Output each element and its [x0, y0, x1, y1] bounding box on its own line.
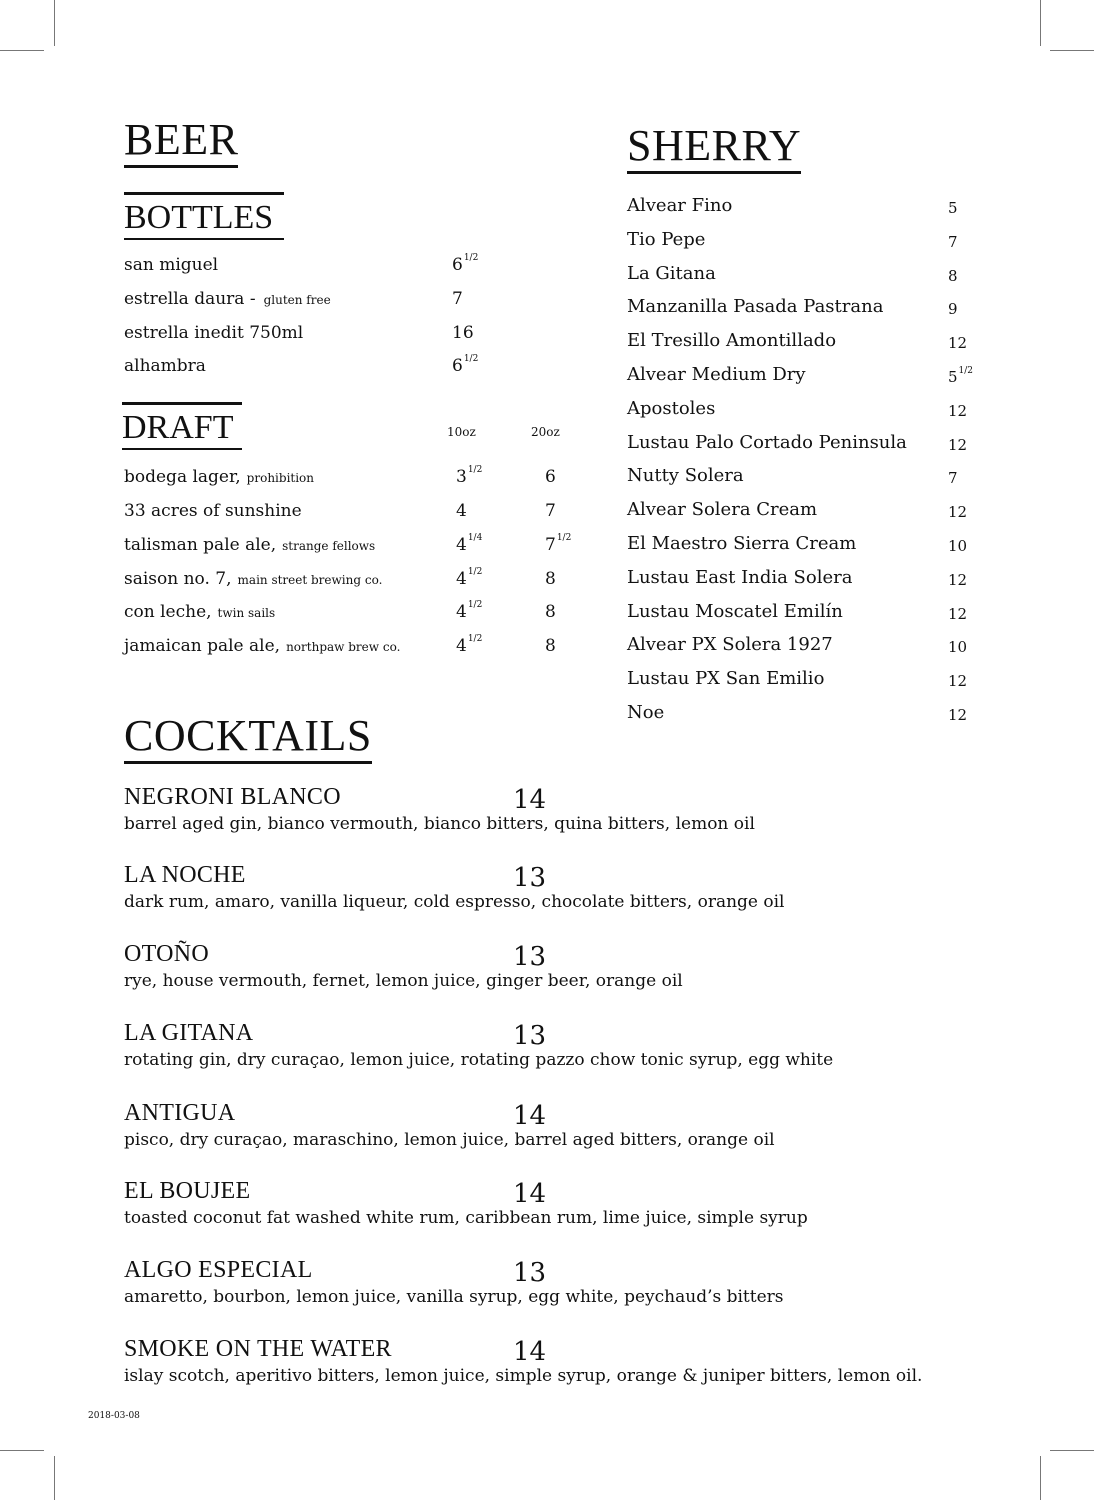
- draft-price-10oz-value: 3: [456, 467, 467, 487]
- menu-date: 2018-03-08: [88, 1411, 140, 1421]
- draft-name: [124, 602, 275, 622]
- sherry-price: [948, 503, 967, 521]
- draft-name-text: bodega lager,: [124, 467, 241, 487]
- cocktail-name: ALGO ESPECIAL: [124, 1257, 313, 1283]
- draft-note: twin sails: [217, 606, 276, 620]
- bottles-heading: BOTTLES: [124, 192, 284, 240]
- sherry-price-value: 9: [948, 300, 958, 319]
- sherry-price: [948, 436, 967, 454]
- sherry-name: Nutty Solera: [627, 465, 744, 487]
- draft-price-10oz-fraction: 1/2: [467, 465, 483, 475]
- sherry-name: Alvear Medium Dry: [627, 364, 806, 385]
- draft-name-text: 33 acres of sunshine: [124, 501, 302, 521]
- crop-mark: [54, 1456, 55, 1500]
- beer-heading: BEER: [124, 118, 238, 168]
- draft-price-10oz-value: 4: [456, 501, 467, 521]
- draft-price-20oz-fraction: 1/2: [556, 533, 572, 543]
- crop-mark: [0, 1450, 44, 1451]
- draft-name-text: talisman pale ale,: [124, 535, 277, 555]
- crop-mark: [0, 50, 44, 51]
- draft-price-20oz: [545, 602, 556, 622]
- cocktail-price: 14: [513, 1179, 547, 1209]
- bottle-price-value: 6: [452, 356, 463, 376]
- cocktail-description: barrel aged gin, bianco vermouth, bianco bitters, quina bitters, lemon oil: [124, 814, 755, 834]
- cocktail-price: 13: [513, 942, 547, 972]
- sherry-price-value: 10: [948, 537, 968, 555]
- draft-name-text: con leche,: [124, 602, 212, 622]
- draft-price-10oz: [456, 501, 467, 521]
- sherry-price-value: 12: [948, 435, 968, 454]
- cocktail-description: amaretto, bourbon, lemon juice, vanilla syrup, egg white, peychaud’s bitters: [124, 1287, 784, 1307]
- draft-price-10oz-fraction: 1/2: [467, 567, 483, 577]
- draft-col-20oz: 20oz: [531, 425, 560, 439]
- cocktail-description: toasted coconut fat washed white rum, caribbean rum, lime juice, simple syrup: [124, 1208, 808, 1228]
- bottle-name: [124, 356, 206, 376]
- draft-note: prohibition: [246, 471, 315, 485]
- bottle-note: gluten free: [263, 293, 331, 307]
- sherry-name: Alvear PX Solera 1927: [627, 634, 833, 656]
- sherry-price: [948, 267, 958, 285]
- draft-price-20oz-value: 8: [545, 569, 556, 589]
- draft-note: strange fellows: [282, 539, 376, 553]
- sherry-heading: SHERRY: [627, 124, 801, 174]
- cocktail-price: 14: [513, 1101, 547, 1131]
- bottle-name: [124, 323, 303, 343]
- bottle-price: [452, 255, 478, 275]
- draft-price-10oz-fraction: 1/2: [467, 634, 483, 644]
- bottle-price-fraction: 1/2: [463, 354, 479, 364]
- sherry-name: Lustau Moscatel Emilín: [627, 600, 843, 622]
- sherry-price: [948, 199, 958, 217]
- cocktail-description: rye, house vermouth, fernet, lemon juice, ginger beer, orange oil: [124, 971, 683, 991]
- bottle-name: [124, 289, 331, 309]
- cocktail-description: islay scotch, aperitivo bitters, lemon juice, simple syrup, orange & juniper bitters, lemon oil.: [124, 1366, 923, 1386]
- sherry-name: Lustau Palo Cortado Peninsula: [627, 431, 907, 453]
- draft-price-20oz-value: 8: [545, 602, 556, 622]
- sherry-price-value: 12: [948, 334, 968, 353]
- draft-price-10oz: [456, 535, 482, 555]
- bottle-name-text: estrella inedit 750ml: [124, 323, 304, 343]
- cocktail-description: dark rum, amaro, vanilla liqueur, cold espresso, chocolate bitters, orange oil: [124, 892, 785, 912]
- sherry-name: Alvear Solera Cream: [627, 499, 818, 521]
- sherry-name: Tio Pepe: [627, 228, 706, 250]
- draft-price-10oz-fraction: 1/2: [467, 600, 483, 610]
- crop-mark: [1040, 1456, 1041, 1500]
- sherry-name: Lustau East India Solera: [627, 566, 853, 588]
- sherry-price-value: 10: [948, 638, 968, 657]
- draft-price-10oz: [456, 467, 482, 487]
- sherry-price-value: 7: [948, 469, 958, 488]
- draft-price-10oz: [456, 602, 482, 622]
- draft-name: [124, 535, 375, 555]
- draft-name: [124, 569, 382, 589]
- draft-price-10oz: [456, 636, 482, 656]
- cocktail-name: LA NOCHE: [124, 862, 246, 888]
- draft-price-20oz-value: 7: [545, 535, 556, 555]
- cocktail-name: LA GITANA: [124, 1020, 254, 1046]
- sherry-price-value: 12: [948, 706, 968, 724]
- sherry-name: Alvear Fino: [627, 195, 733, 216]
- sherry-price-value: 12: [948, 401, 968, 420]
- cocktail-name: EL BOUJEE: [124, 1178, 251, 1204]
- sherry-name: La Gitana: [627, 262, 716, 284]
- bottle-price-fraction: 1/2: [463, 253, 479, 263]
- crop-mark: [1040, 0, 1041, 46]
- sherry-price-value: 12: [948, 570, 968, 589]
- sherry-price-fraction: 1/2: [958, 366, 974, 376]
- cocktail-price: 13: [513, 1258, 547, 1288]
- draft-price-20oz: [545, 569, 556, 589]
- sherry-price-value: 5: [948, 199, 958, 217]
- draft-name: [124, 501, 302, 521]
- bottle-price-value: 6: [452, 255, 463, 275]
- sherry-price-value: 8: [948, 266, 958, 285]
- draft-price-10oz-value: 4: [456, 602, 467, 622]
- sherry-price-value: 12: [948, 503, 968, 522]
- sherry-name: Apostoles: [627, 397, 716, 419]
- bottle-price-value: 16: [452, 323, 474, 343]
- draft-name-text: saison no. 7,: [124, 569, 232, 589]
- draft-price-10oz-value: 4: [456, 535, 467, 555]
- sherry-price: [948, 469, 958, 487]
- sherry-price: [948, 233, 958, 251]
- bottle-name: [124, 255, 218, 275]
- draft-name: [124, 467, 314, 487]
- sherry-price-value: 5: [948, 368, 958, 386]
- sherry-price: [948, 537, 967, 555]
- cocktail-price: 13: [513, 1021, 547, 1051]
- draft-name: [124, 636, 400, 656]
- cocktail-description: rotating gin, dry curaçao, lemon juice, rotating pazzo chow tonic syrup, egg white: [124, 1050, 834, 1070]
- draft-price-10oz-value: 4: [456, 636, 467, 656]
- bottle-price: [452, 356, 478, 376]
- sherry-name: Lustau PX San Emilio: [627, 668, 825, 690]
- sherry-price: [948, 300, 958, 318]
- draft-price-20oz: [545, 636, 556, 656]
- draft-price-10oz-value: 4: [456, 569, 467, 589]
- crop-mark: [1050, 50, 1094, 51]
- draft-price-20oz-value: 6: [545, 467, 556, 487]
- cocktail-description: pisco, dry curaçao, maraschino, lemon juice, barrel aged bitters, orange oil: [124, 1130, 775, 1150]
- draft-price-20oz: [545, 535, 571, 555]
- sherry-price: [948, 402, 967, 420]
- bottle-price-value: 7: [452, 289, 463, 309]
- sherry-price: [948, 571, 967, 589]
- crop-mark: [1050, 1450, 1094, 1451]
- sherry-name: Noe: [627, 702, 665, 723]
- cocktail-price: 13: [513, 863, 547, 893]
- draft-price-10oz-fraction: 1/4: [467, 533, 483, 543]
- draft-price-20oz: [545, 467, 556, 487]
- bottle-price: [452, 289, 463, 309]
- sherry-price: [948, 672, 967, 690]
- cocktail-name: NEGRONI BLANCO: [124, 784, 341, 810]
- sherry-price: [948, 706, 967, 724]
- sherry-name: El Tresillo Amontillado: [627, 330, 837, 352]
- bottle-name-text: estrella daura -: [124, 289, 256, 309]
- draft-note: main street brewing co.: [237, 573, 383, 587]
- cocktail-price: 14: [513, 785, 547, 815]
- cocktail-price: 14: [513, 1337, 547, 1367]
- draft-price-20oz-value: 7: [545, 501, 556, 521]
- sherry-price: [948, 368, 973, 386]
- sherry-price: [948, 605, 967, 623]
- draft-col-10oz: 10oz: [447, 425, 476, 439]
- bottle-name-text: alhambra: [124, 356, 206, 376]
- sherry-price: [948, 334, 967, 352]
- sherry-name: El Maestro Sierra Cream: [627, 533, 857, 554]
- sherry-name: Manzanilla Pasada Pastrana: [627, 296, 884, 318]
- sherry-price-value: 12: [948, 604, 968, 623]
- sherry-price: [948, 638, 967, 656]
- bottle-price: [452, 323, 474, 343]
- draft-price-10oz: [456, 569, 482, 589]
- sherry-price-value: 12: [948, 672, 968, 691]
- draft-note: northpaw brew co.: [286, 640, 401, 654]
- draft-name-text: jamaican pale ale,: [124, 636, 281, 656]
- sherry-price-value: 7: [948, 232, 958, 251]
- draft-price-20oz: [545, 501, 556, 521]
- crop-mark: [54, 0, 55, 46]
- bottle-name-text: san miguel: [124, 255, 219, 275]
- cocktail-name: SMOKE ON THE WATER: [124, 1336, 392, 1362]
- cocktail-name: OTOÑO: [124, 941, 210, 967]
- draft-heading: DRAFT: [122, 402, 242, 450]
- draft-price-20oz-value: 8: [545, 636, 556, 656]
- cocktail-name: ANTIGUA: [124, 1100, 236, 1126]
- cocktails-heading: COCKTAILS: [124, 714, 372, 764]
